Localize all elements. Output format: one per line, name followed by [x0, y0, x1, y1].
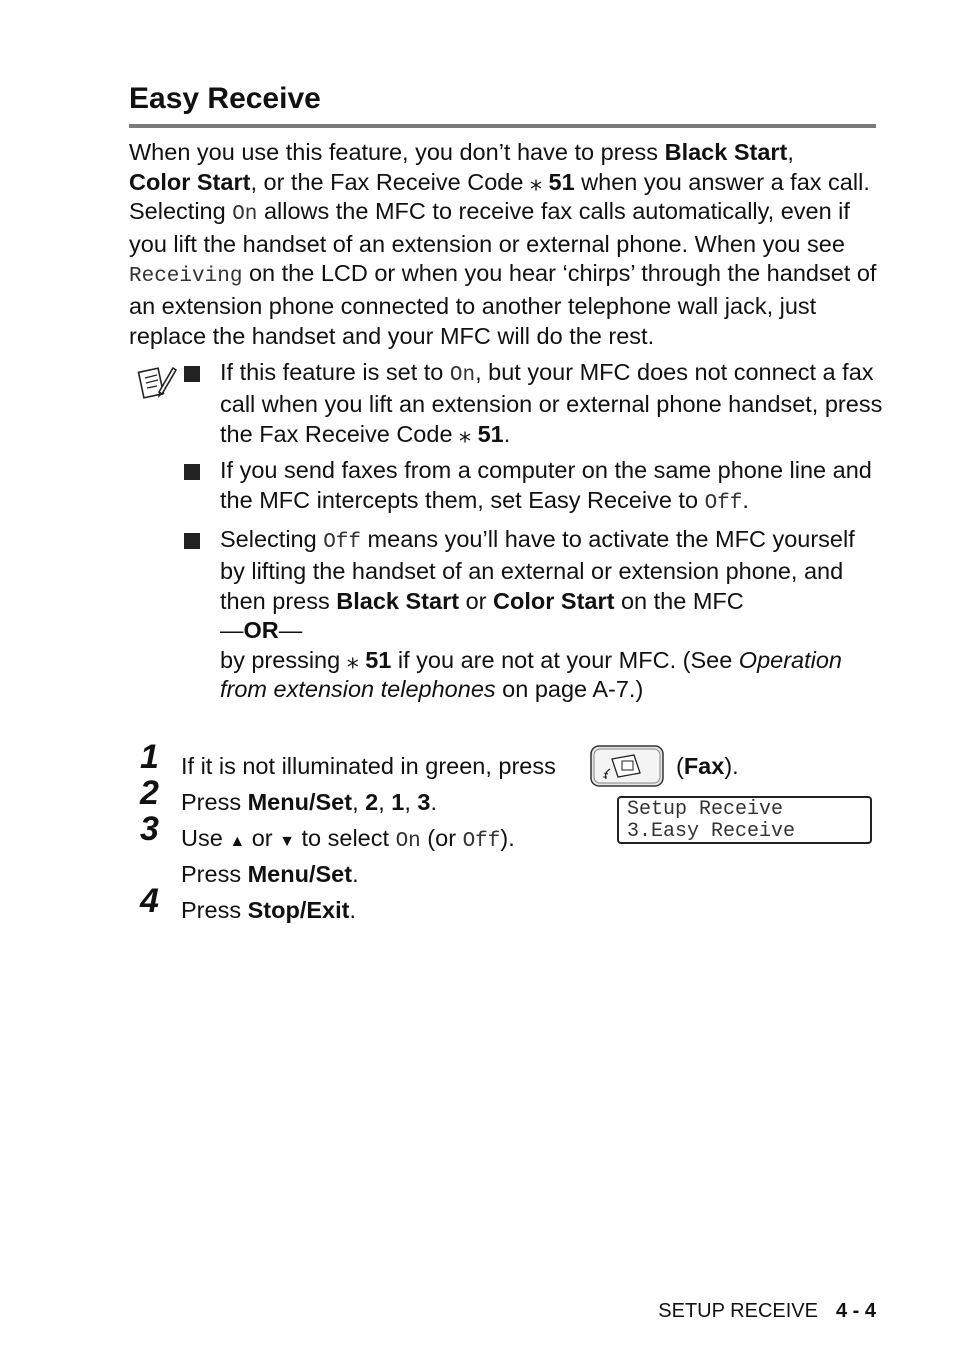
page-number: 4 - 4 — [835, 1300, 876, 1322]
lcd-line-2: 3.Easy Receive — [627, 820, 796, 843]
page-title: Easy Receive — [129, 82, 321, 115]
fax-key-label: (Fax). — [676, 753, 739, 779]
star-key-symbol: ⁎ — [346, 646, 359, 674]
page-footer — [658, 1300, 876, 1323]
up-arrow-icon: ▲ — [229, 833, 246, 850]
bullet-square-icon — [184, 464, 200, 480]
star-key-symbol: ⁎ — [459, 420, 472, 448]
down-arrow-icon: ▼ — [279, 833, 295, 850]
title-rule — [129, 124, 876, 128]
footer-section: SETUP RECEIVE — [658, 1300, 818, 1322]
bullet-square-icon — [184, 533, 200, 549]
lcd-display — [617, 796, 872, 844]
lcd-line-1: Setup Receive — [627, 798, 784, 821]
star-key-symbol: ⁎ — [529, 168, 542, 196]
note-item: Selecting Off means you’ll have to activate the MFC yourself by lifting the handset of an external or extension phone, and then press Black Start or Color Start on the MFC —OR— by pressing ⁎ 51 if you are not at your MFC. (See Operation from extension telephones on page A-7.) — [184, 525, 884, 704]
bullet-square-icon — [184, 366, 200, 382]
notes-list — [184, 358, 884, 711]
fax-key-icon — [590, 745, 664, 787]
note-pencil-icon — [135, 362, 177, 404]
note-item: If you send faxes from a computer on the same phone line and the MFC intercepts them, set Easy Receive to Off. — [184, 456, 884, 518]
intro-paragraph: When you use this feature, you don’t have to press Black Start, Color Start, or the Fax Receive Code ⁎ 51 when you answer a fax call. Selecting On allows the MFC to receive fax calls automatically, even if you lift the handset of an extension or external phone. When you see Receiving on the LCD or when you hear ‘chirps’ through the handset of an extension phone connected to another telephone wall jack, just replace the handset and your MFC will do the rest. — [129, 139, 877, 349]
note-item: If this feature is set to On, but your MFC does not connect a fax call when you lift an extension or external phone handset, press the Fax Receive Code ⁎ 51. — [184, 358, 884, 449]
